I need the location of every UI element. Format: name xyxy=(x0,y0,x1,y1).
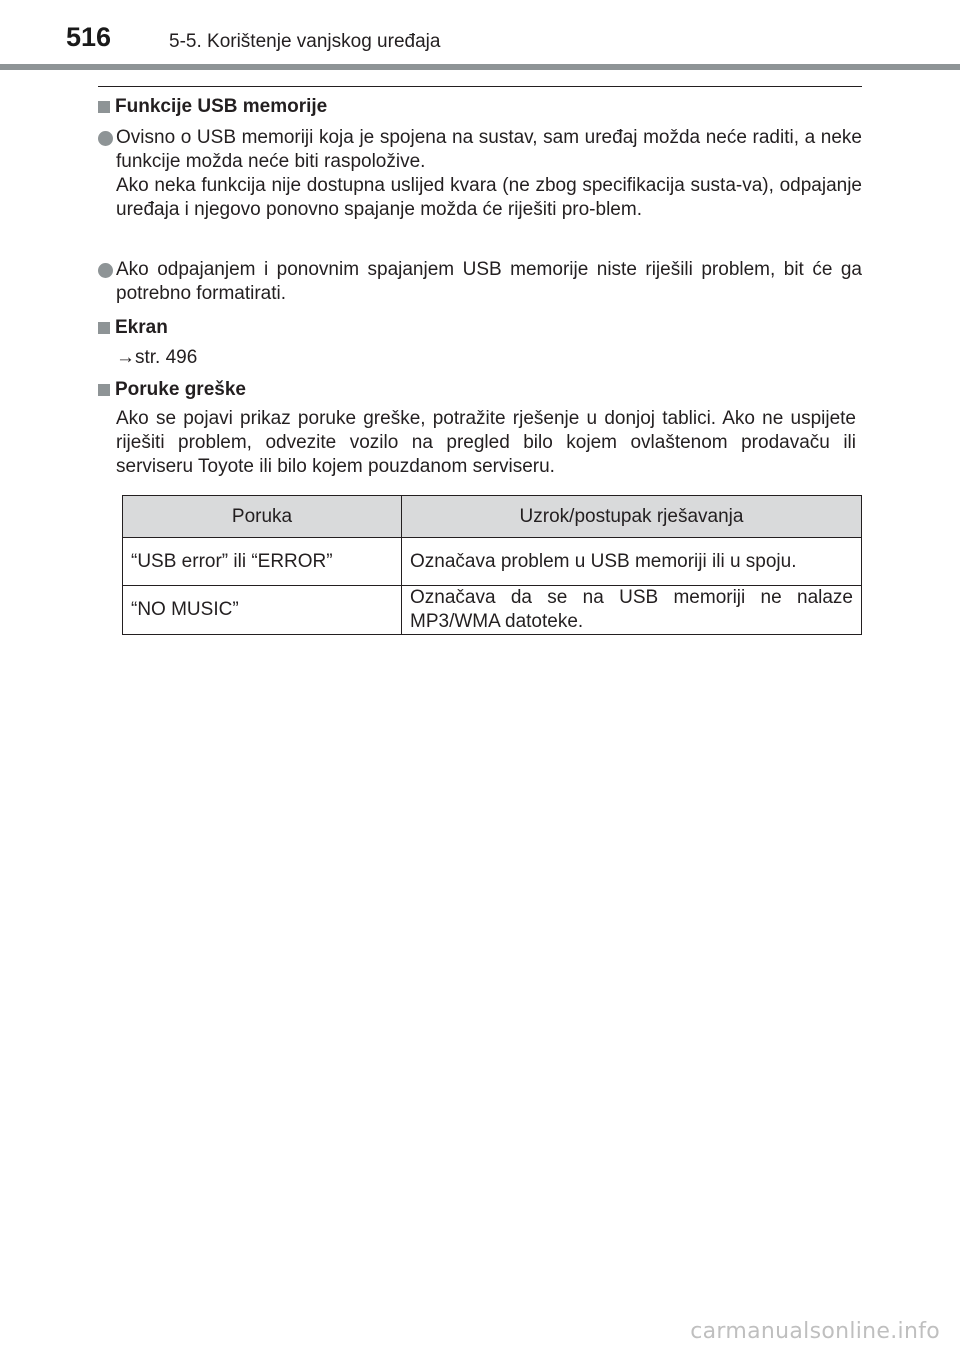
table-row xyxy=(123,586,862,635)
circle-bullet-icon xyxy=(98,263,113,278)
cause-cell: Označava da se na USB memoriji ne nalaze MP3/WMA datoteke. xyxy=(402,586,862,635)
cause-cell: Označava problem u USB memoriji ili u spoju. xyxy=(402,538,862,586)
section-title: 5-5. Korištenje vanjskog uređaja xyxy=(169,31,441,52)
circle-bullet-icon xyxy=(98,131,113,146)
heading-screen: Ekran xyxy=(98,317,168,339)
table-row xyxy=(123,538,862,586)
error-intro-paragraph: Ako se pojavi prikaz poruke greške, potražite rješenje u donjoj tablici. Ako ne uspijete riješiti problem, odvezite vozilo na pregled bilo kojem ovlaštenom prodavaču ili serviseru Toyote ili bilo kojem pouzdanom serviseru. xyxy=(116,408,856,477)
message-cell: “NO MUSIC” xyxy=(123,586,402,635)
list-item-usb-format xyxy=(98,258,862,306)
page-number: 516 xyxy=(66,22,112,52)
header-divider xyxy=(0,64,960,70)
heading-error-messages: Poruke greške xyxy=(98,379,246,401)
watermark: carmanualsonline.info xyxy=(690,1319,940,1344)
bullet-text-continuation: Ako neka funkcija nije dostupna uslijed kvara (ne zbog specifikacija susta-va), odpajanje uređaja i njegovo ponovno spajanje možda će riješiti pro-blem. xyxy=(116,175,862,220)
page-header xyxy=(0,0,960,70)
page-reference: →str. 496 xyxy=(116,347,198,368)
message-cell: “USB error” ili “ERROR” xyxy=(123,538,402,586)
column-header-cause: Uzrok/postupak rješavanja xyxy=(402,496,862,538)
table-header-row xyxy=(123,496,862,538)
error-message-table xyxy=(122,495,862,635)
bullet-text: Ako odpajanjem i ponovnim spajanjem USB memorije niste riješili problem, bit će ga potrebno formatirati. xyxy=(116,259,862,304)
bullet-text: Ovisno o USB memoriji koja je spojena na sustav, sam uređaj možda neće raditi, a neke funkcije možda neće biti raspoložive. xyxy=(116,127,862,172)
column-header-message: Poruka xyxy=(123,496,402,538)
square-bullet-icon xyxy=(98,322,110,334)
heading-usb-functions: Funkcije USB memorije xyxy=(98,96,327,118)
content-divider xyxy=(98,86,862,87)
square-bullet-icon xyxy=(98,101,110,113)
list-item-usb-compat xyxy=(98,126,862,222)
square-bullet-icon xyxy=(98,384,110,396)
